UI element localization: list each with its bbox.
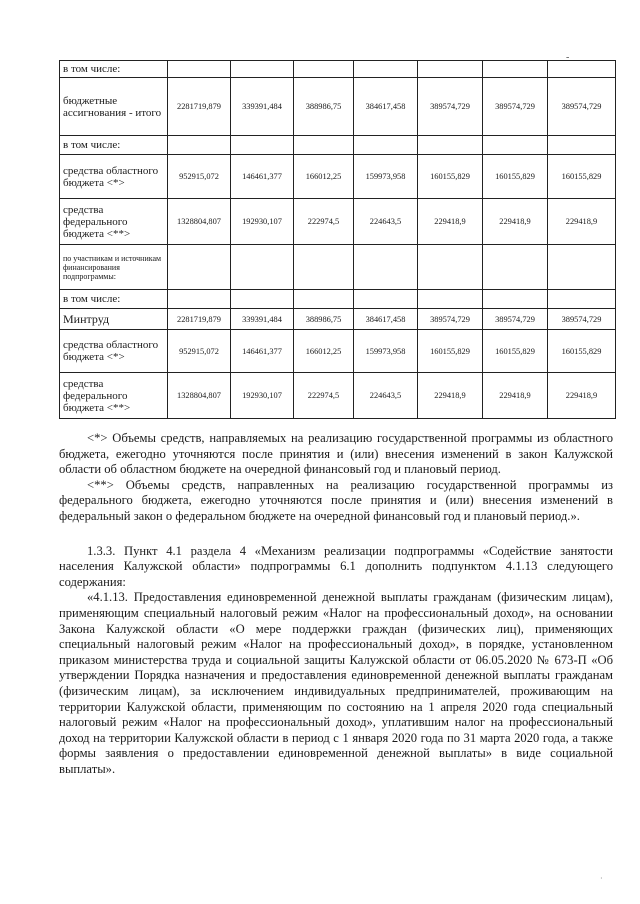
row-value: 160155,829 (418, 155, 483, 199)
row-value (548, 61, 616, 78)
page-mark-bottom: · (600, 874, 603, 883)
budget-table (59, 60, 616, 419)
table-row (60, 61, 616, 78)
row-label: средства областного бюджета <*> (60, 330, 168, 373)
row-value (231, 136, 294, 155)
row-value: 388986,75 (294, 309, 354, 330)
row-value (168, 290, 231, 309)
budget-table-body (60, 61, 616, 419)
table-row (60, 245, 616, 290)
row-value: 192930,107 (231, 373, 294, 419)
page-mark: - (566, 52, 570, 63)
table-row (60, 155, 616, 199)
table-row (60, 290, 616, 309)
row-value (294, 245, 354, 290)
row-value: 389574,729 (483, 78, 548, 136)
row-value: 384617,458 (354, 78, 418, 136)
row-value: 229418,9 (418, 373, 483, 419)
row-value: 229418,9 (548, 373, 616, 419)
subclause-text: «4.1.13. Предоставления единовременной денежной выплаты гражданам (физическим лицам), применяющим специальный налоговый режим «Налог на профессиональный доход», на основании Закона Калужской области «О мере поддержки граждан (физических лиц), применяющих специальный налоговый режим «Налог на профессиональный доход», в порядке, установленном приказом министерства труда и социальной защиты Калужской области от 06.05.2020 № 673-П «Об утверждении Порядка назначения и предоставления единовременной денежной выплаты гражданам (физическим лицам), за исключением индивидуальных предпринимателей, проживающим на территории Калужской области, применяющим по состоянию на 1 апреля 2020 года специальный налоговый режим «Налог на профессиональный доход», уплатившим налог на профессиональный доход на территории Калужской области в период с 1 января 2020 года по 31 марта 2020 года, а также формы заявления о предоставлении единовременной денежной выплаты» в виде социальной выплаты». (59, 590, 613, 776)
row-value (483, 245, 548, 290)
row-value (548, 245, 616, 290)
row-label: по участникам и источникам финансирования подпрограммы: (60, 245, 168, 290)
row-value: 224643,5 (354, 199, 418, 245)
row-value (483, 290, 548, 309)
table-row (60, 309, 616, 330)
table-row (60, 330, 616, 373)
row-value: 159973,958 (354, 330, 418, 373)
document-body (59, 431, 613, 777)
row-value: 192930,107 (231, 199, 294, 245)
table-row (60, 78, 616, 136)
row-value (354, 245, 418, 290)
row-label: средства областного бюджета <*> (60, 155, 168, 199)
row-value (418, 245, 483, 290)
row-value (483, 61, 548, 78)
row-value: 389574,729 (548, 78, 616, 136)
row-value (418, 290, 483, 309)
row-label: бюджетные ассигнования - итого (60, 78, 168, 136)
row-value: 229418,9 (548, 199, 616, 245)
row-value: 224643,5 (354, 373, 418, 419)
row-label: в том числе: (60, 290, 168, 309)
row-label: Минтруд (60, 309, 168, 330)
row-value (168, 245, 231, 290)
row-value: 160155,829 (548, 330, 616, 373)
row-value (418, 136, 483, 155)
row-value: 229418,9 (483, 199, 548, 245)
row-value: 146461,377 (231, 155, 294, 199)
row-value: 339391,484 (231, 309, 294, 330)
table-row (60, 373, 616, 419)
row-label: в том числе: (60, 61, 168, 78)
row-value (354, 136, 418, 155)
row-value (231, 245, 294, 290)
row-value: 146461,377 (231, 330, 294, 373)
row-value (354, 290, 418, 309)
row-value (483, 136, 548, 155)
table-row (60, 136, 616, 155)
footnote-federal: <**> Объемы средств, направленных на реализацию государственной программы из федерального бюджета, ежегодно уточняются после принятия и (или) внесения изменений в федеральный закон о федеральном бюджете на очередной финансовый год и плановый период.». (59, 477, 613, 523)
row-value: 160155,829 (483, 330, 548, 373)
row-value: 160155,829 (483, 155, 548, 199)
row-value: 222974,5 (294, 199, 354, 245)
row-label: в том числе: (60, 136, 168, 155)
row-value: 2281719,879 (168, 309, 231, 330)
row-value: 389574,729 (418, 78, 483, 136)
row-value: 952915,072 (168, 330, 231, 373)
row-value (294, 290, 354, 309)
row-value (231, 61, 294, 78)
row-value (418, 61, 483, 78)
row-value: 160155,829 (548, 155, 616, 199)
row-label: средства федерального бюджета <**> (60, 373, 168, 419)
row-value: 2281719,879 (168, 78, 231, 136)
row-value: 229418,9 (483, 373, 548, 419)
row-value: 229418,9 (418, 199, 483, 245)
row-value: 389574,729 (483, 309, 548, 330)
row-value: 160155,829 (418, 330, 483, 373)
row-label: средства федерального бюджета <**> (60, 199, 168, 245)
row-value (231, 290, 294, 309)
footnote-regional: <*> Объемы средств, направляемых на реализацию государственной программы из областного бюджета, ежегодно уточняются после принятия и (или) внесения изменений в закон Калужской области об областном бюджете на очередной финансовый год и плановый период. (59, 431, 613, 477)
row-value: 1328804,807 (168, 199, 231, 245)
table-row (60, 199, 616, 245)
row-value (354, 61, 418, 78)
row-value (548, 290, 616, 309)
row-value (548, 136, 616, 155)
row-value: 384617,458 (354, 309, 418, 330)
row-value: 159973,958 (354, 155, 418, 199)
row-value (168, 136, 231, 155)
row-value: 222974,5 (294, 373, 354, 419)
row-value: 1328804,807 (168, 373, 231, 419)
row-value (294, 136, 354, 155)
row-value: 166012,25 (294, 330, 354, 373)
row-value: 389574,729 (418, 309, 483, 330)
row-value: 952915,072 (168, 155, 231, 199)
row-value: 339391,484 (231, 78, 294, 136)
row-value: 388986,75 (294, 78, 354, 136)
row-value: 166012,25 (294, 155, 354, 199)
amendment-clause: 1.3.3. Пункт 4.1 раздела 4 «Механизм реализации подпрограммы «Содействие занятости населения Калужской области» подпрограммы 6.1 дополнить подпунктом 4.1.13 следующего содержания: (59, 543, 613, 589)
row-value (294, 61, 354, 78)
row-value: 389574,729 (548, 309, 616, 330)
row-value (168, 61, 231, 78)
